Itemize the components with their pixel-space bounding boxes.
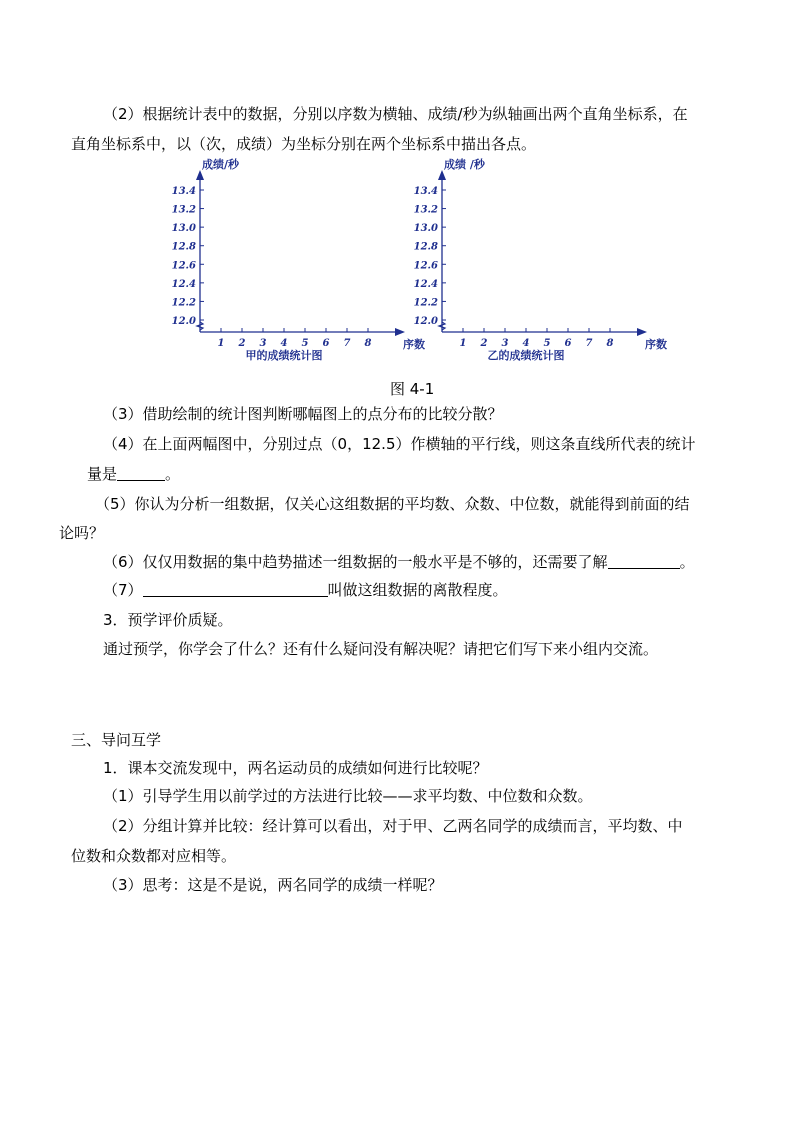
figure-caption: 图 4-1 [390, 380, 435, 398]
y-tick-label: 12.8 [171, 241, 196, 253]
y-tick-label: 13.2 [413, 204, 438, 216]
paragraph-7 [103, 580, 508, 600]
x-tick-label: 6 [322, 338, 330, 349]
y-tick-label: 12.4 [413, 278, 438, 290]
section-3-item-1: 1．课本交流发现中，两名运动员的成绩如何进行比较呢？ [103, 759, 488, 777]
y-tick-label: 13.0 [171, 223, 196, 235]
x-tick-label: 5 [301, 338, 309, 349]
paragraph-2-line-2: 直角坐标系中，以（次，成绩）为坐标分别在两个坐标系中描出各点。 [71, 135, 537, 153]
answer-blank-6[interactable] [608, 552, 680, 569]
x-tick-label: 1 [459, 338, 467, 349]
y-tick-label: 12.8 [413, 241, 438, 253]
paragraph-6-suffix: 。 [679, 553, 695, 571]
paragraph-3: （3）借助绘制的统计图判断哪幅图上的点分布的比较分散？ [103, 405, 503, 423]
chart-yi [412, 154, 682, 362]
y-axis-arrow [196, 170, 204, 180]
x-axis-arrow [395, 328, 405, 336]
section-3-paragraph-2-line-1: （2）分组计算并比较：经计算可以看出，对于甲、乙两名同学的成绩而言，平均数、中 [103, 817, 683, 835]
x-tick-label: 3 [501, 338, 509, 349]
section-3-paragraph-1: （1）引导学生用以前学过的方法进行比较——求平均数、中位数和众数。 [103, 787, 593, 805]
x-tick-label: 4 [522, 338, 530, 349]
answer-blank-7[interactable] [143, 580, 328, 597]
x-axis-label: 序数 [403, 338, 425, 351]
chart-title: 甲的成绩统计图 [245, 349, 323, 362]
section-3-paragraph-2-line-2: 位数和众数都对应相等。 [71, 847, 237, 865]
y-tick-label: 13.0 [413, 223, 438, 235]
paragraph-7-suffix: 叫做这组数据的离散程度。 [327, 581, 508, 599]
x-tick-label: 2 [238, 338, 246, 349]
y-tick-label: 13.2 [171, 204, 196, 216]
chart-yi-svg [412, 154, 682, 362]
paragraph-6 [103, 552, 695, 572]
x-tick-label: 7 [585, 338, 593, 349]
x-tick-label: 6 [564, 338, 572, 349]
section-3-paragraph-3: （3）思考：这是不是说，两名同学的成绩一样呢？ [103, 876, 443, 894]
y-tick-label: 12.2 [413, 297, 438, 309]
chart-jia-svg [170, 154, 440, 362]
chart-title: 乙的成绩统计图 [487, 349, 565, 362]
paragraph-4-line-1: （4）在上面两幅图中，分别过点（0，12.5）作横轴的平行线，则这条直线所代表的统计 [103, 435, 696, 453]
y-tick-label: 12.4 [171, 278, 196, 290]
x-axis-arrow [637, 328, 647, 336]
x-tick-label: 8 [606, 338, 614, 349]
paragraph-6-prefix: （6）仅仅用数据的集中趋势描述一组数据的一般水平是不够的，还需要了解 [103, 553, 608, 571]
paragraph-7-prefix: （7） [103, 581, 143, 599]
x-tick-label: 5 [543, 338, 551, 349]
y-tick-label: 12.2 [171, 297, 196, 309]
y-tick-label: 13.4 [171, 186, 196, 197]
x-tick-label: 7 [343, 338, 351, 349]
chart-jia [170, 154, 440, 362]
item-3: 3．预学评价质疑。 [103, 611, 233, 629]
x-tick-label: 3 [259, 338, 267, 349]
x-tick-label: 1 [217, 338, 225, 349]
answer-blank-4[interactable] [117, 464, 165, 481]
item-3-text: 通过预学，你学会了什么？还有什么疑问没有解决呢？请把它们写下来小组内交流。 [103, 640, 659, 658]
x-tick-label: 8 [364, 338, 372, 349]
paragraph-5-line-1: （5）你认为分析一组数据，仅关心这组数据的平均数、众数、中位数，就能得到前面的结 [95, 495, 690, 513]
y-tick-label: 12.6 [171, 260, 196, 272]
paragraph-4-line-2 [87, 464, 180, 484]
y-axis-label: 成绩/秒 [202, 158, 240, 171]
section-3-title: 三、导问互学 [71, 731, 162, 749]
y-axis-label: 成绩 /秒 [444, 158, 485, 171]
y-axis-arrow [438, 170, 446, 180]
y-tick-label: 12.0 [171, 316, 196, 327]
x-tick-label: 2 [480, 338, 488, 349]
y-tick-label: 12.0 [413, 316, 438, 327]
y-tick-label: 13.4 [413, 186, 438, 197]
paragraph-2-line-1: （2）根据统计表中的数据，分别以序数为横轴、成绩/秒为纵轴画出两个直角坐标系，在 [103, 105, 688, 123]
paragraph-4-suffix: 。 [165, 465, 181, 483]
x-tick-label: 4 [280, 338, 288, 349]
x-axis-label: 序数 [645, 338, 667, 351]
y-tick-label: 12.6 [413, 260, 438, 272]
paragraph-4-prefix: 量是 [87, 465, 118, 483]
paragraph-5-line-2: 论吗？ [59, 524, 105, 542]
